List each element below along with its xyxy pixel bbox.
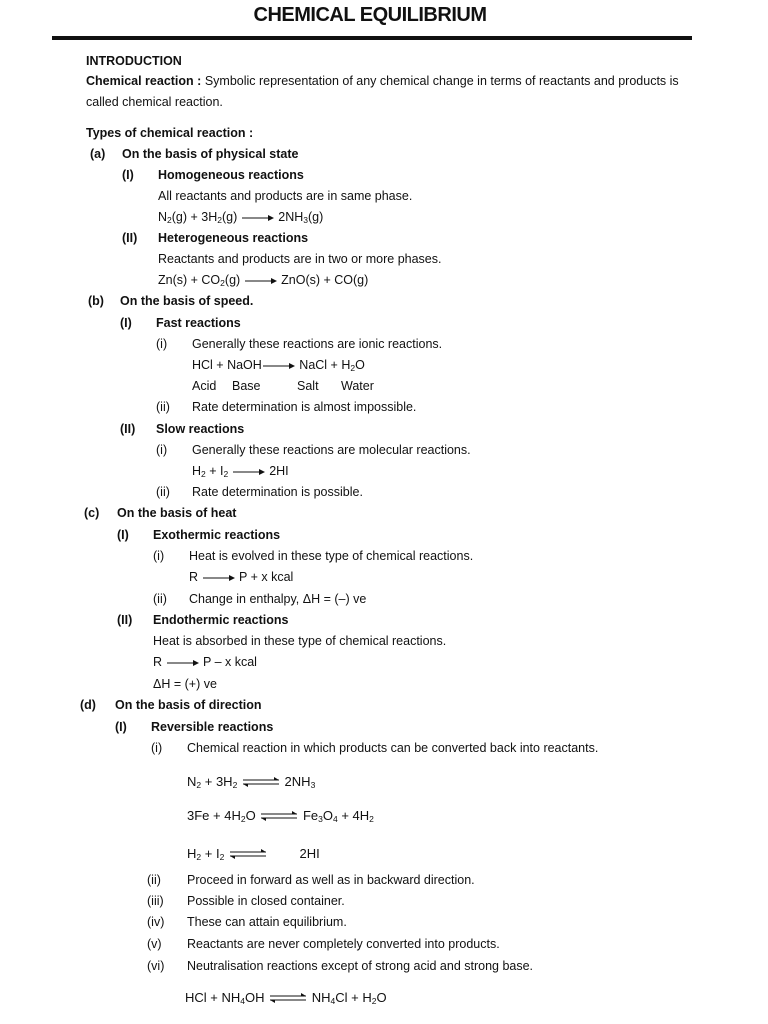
equation-neutralisation: HCl + NaOH NaCl + $H_2O$ <box>192 358 365 373</box>
section-c-marker: (c) <box>84 506 100 520</box>
section-c-heading: On the basis of heat <box>117 506 237 520</box>
b-I-i-text: Generally these reactions are ionic reactions. <box>192 337 443 351</box>
b-II-ii-marker: (ii) <box>156 485 170 499</box>
right-arrow-icon <box>202 570 236 586</box>
c-II-heading: Endothermic reactions <box>153 613 289 627</box>
b-I-marker: (I) <box>120 316 132 330</box>
d-item-marker: (ii) <box>147 873 161 887</box>
a-ii-text: Reactants and products are in two or more phases. <box>158 252 442 266</box>
d-item-marker: (vi) <box>147 959 165 973</box>
d-item-text: Neutralisation reactions except of strong acid and strong base. <box>187 959 534 973</box>
d-item-marker: (i) <box>151 741 163 755</box>
c-II-enthalpy: ΔH = (+) ve <box>153 677 217 691</box>
a-i-marker: (I) <box>122 168 134 182</box>
b-I-ii-marker: (ii) <box>156 400 170 414</box>
c-I-i-text: Heat is evolved in these type of chemical reactions. <box>189 549 474 563</box>
d-item-text: Reactants are never completely converted into products. <box>187 937 500 951</box>
b-I-heading: Fast reactions <box>156 316 241 330</box>
section-a-marker: (a) <box>90 147 106 161</box>
equilibrium-arrow-icon <box>268 991 308 1007</box>
equation-endothermic: R P – x kcal <box>153 655 257 669</box>
definition-term: Chemical reaction : <box>86 74 202 88</box>
title-underline <box>52 36 692 40</box>
page-title: CHEMICAL EQUILIBRIUM <box>253 4 487 26</box>
equilibrium-arrow-icon <box>259 809 299 825</box>
section-b-marker: (b) <box>88 294 104 308</box>
a-i-heading: Homogeneous reactions <box>158 168 304 182</box>
types-heading: Types of chemical reaction : <box>86 126 254 140</box>
equation-iron-steam: $3Fe + 4H_2O$ $Fe_3O_4 + 4H_2$ <box>187 808 374 824</box>
equation-haber-reversible: $N_2 + 3H_2$ $2NH_3$ <box>187 774 316 790</box>
equation-hi-reversible: $H_2 + I_2$ 2HI <box>187 846 320 862</box>
right-arrow-icon <box>262 358 296 374</box>
d-I-heading: Reversible reactions <box>151 720 274 734</box>
label-acid: Acid <box>192 379 217 393</box>
label-water: Water <box>341 379 374 393</box>
right-arrow-icon <box>166 655 200 671</box>
d-item-marker: (v) <box>147 937 162 951</box>
right-arrow-icon <box>232 464 266 480</box>
label-salt: Salt <box>297 379 319 393</box>
a-ii-heading: Heterogeneous reactions <box>158 231 309 245</box>
c-I-marker: (I) <box>117 528 129 542</box>
a-ii-marker: (II) <box>122 231 138 245</box>
equation-exothermic: R P + x kcal <box>189 570 294 584</box>
d-item-marker: (iii) <box>147 894 164 908</box>
section-d-heading: On the basis of direction <box>115 698 262 712</box>
c-II-marker: (II) <box>117 613 133 627</box>
d-item-text: Proceed in forward as well as in backward direction. <box>187 873 475 887</box>
a-i-text: All reactants and products are in same phase. <box>158 189 413 203</box>
right-arrow-icon <box>244 273 278 289</box>
b-II-marker: (II) <box>120 422 136 436</box>
c-I-i-marker: (i) <box>153 549 165 563</box>
intro-heading: INTRODUCTION <box>86 54 182 68</box>
d-item-text: These can attain equilibrium. <box>187 915 347 929</box>
c-I-heading: Exothermic reactions <box>153 528 281 542</box>
equation-hydrogen-iodide: $H_2 + I_2$ 2HI <box>192 464 289 479</box>
equilibrium-arrow-icon <box>228 847 268 863</box>
equilibrium-arrow-icon <box>241 775 281 791</box>
b-I-i-marker: (i) <box>156 337 168 351</box>
b-II-ii-text: Rate determination is possible. <box>192 485 363 499</box>
definition-text-1: Symbolic representation of any chemical change in terms of reactants and products is <box>204 74 679 88</box>
d-I-marker: (I) <box>115 720 127 734</box>
b-II-i-text: Generally these reactions are molecular reactions. <box>192 443 471 457</box>
d-item-text: Possible in closed container. <box>187 894 345 908</box>
equation-nitrogen-ammonia: $N_2(g) + 3H_2(g)$ $2NH_3(g)$ <box>158 210 324 225</box>
section-d-marker: (d) <box>80 698 96 712</box>
c-I-ii-marker: (ii) <box>153 592 167 606</box>
definition-line-1 <box>86 73 679 89</box>
right-arrow-icon <box>241 210 275 226</box>
definition-line-2: called chemical reaction. <box>86 95 223 109</box>
equation-ammonium-hydroxide: HCl + $NH_4OH$ $NH_4Cl + H_2O$ <box>185 990 387 1006</box>
section-a-heading: On the basis of physical state <box>122 147 299 161</box>
c-I-ii-text: Change in enthalpy, ΔH = (–) ve <box>189 592 367 606</box>
b-I-ii-text: Rate determination is almost impossible. <box>192 400 417 414</box>
d-item-marker: (iv) <box>147 915 165 929</box>
b-II-i-marker: (i) <box>156 443 168 457</box>
d-item-text: Chemical reaction in which products can be converted back into reactants. <box>187 741 599 755</box>
c-II-text: Heat is absorbed in these type of chemical reactions. <box>153 634 447 648</box>
b-II-heading: Slow reactions <box>156 422 245 436</box>
section-b-heading: On the basis of speed. <box>120 294 254 308</box>
equation-zinc-co2: $Zn(s) + CO_2(g) ZnO(s) + CO(g)$ <box>158 273 369 288</box>
label-base: Base <box>232 379 261 393</box>
